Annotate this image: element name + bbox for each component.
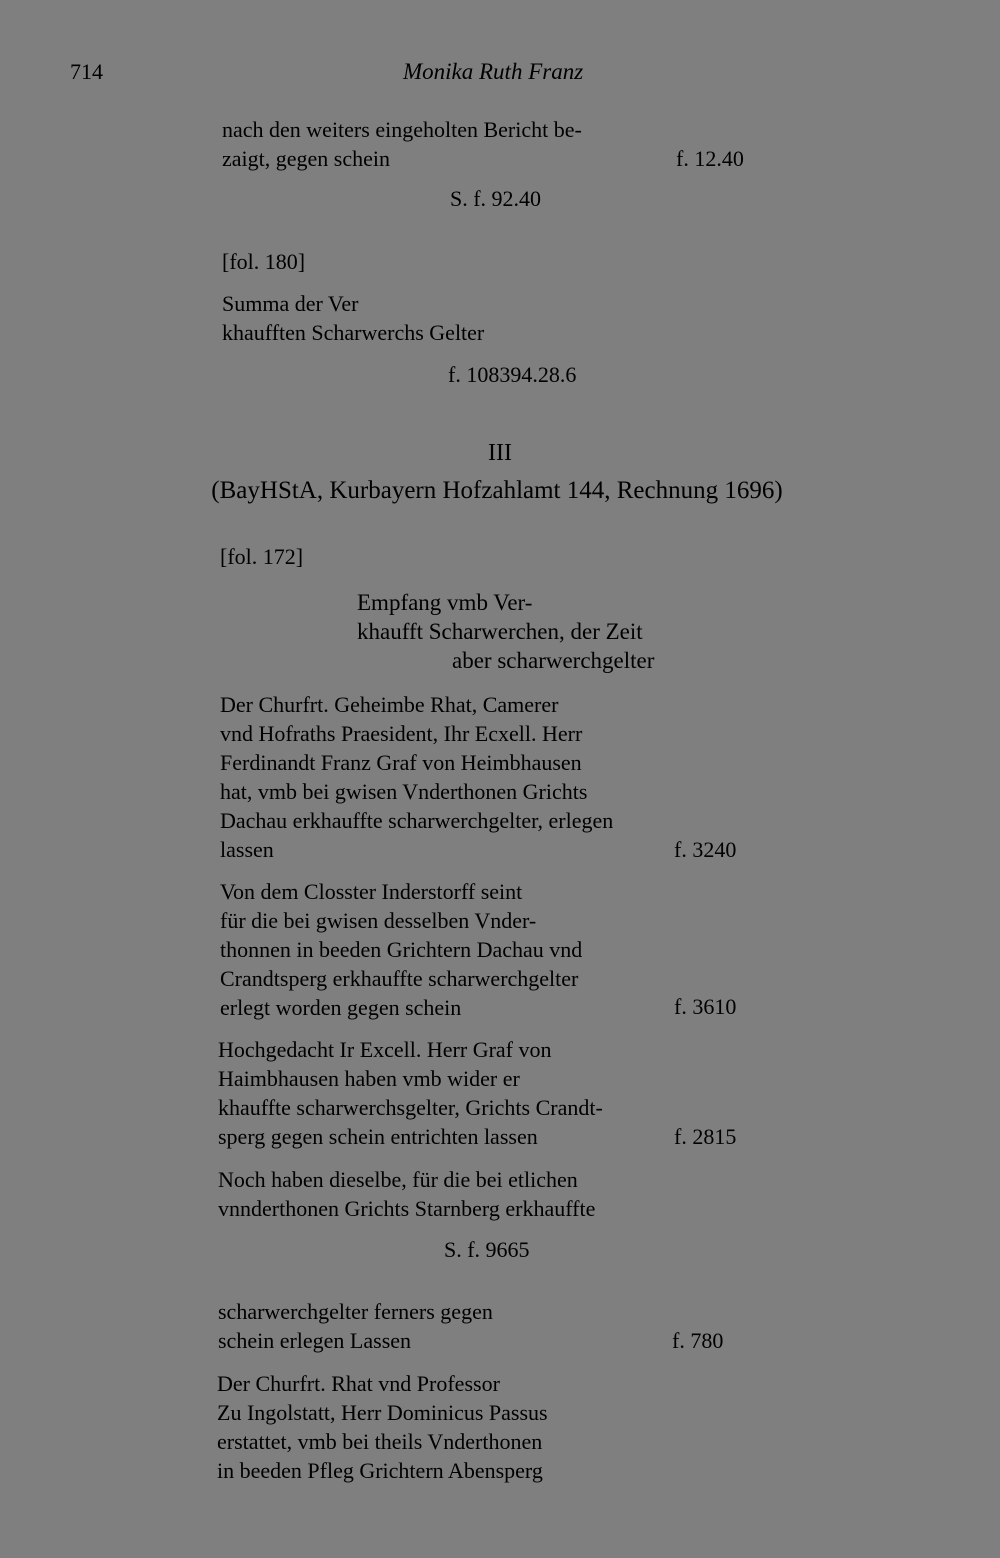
entry-line: Noch haben dieselbe, für die bei etlichen [218, 1167, 578, 1192]
ledger-entry [220, 877, 582, 1022]
summa-text [222, 289, 484, 347]
entry-line: Der Churfrt. Rhat vnd Professor [217, 1371, 500, 1396]
ledger-entry [218, 1297, 493, 1355]
entry-amount: f. 3240 [674, 837, 737, 862]
entry-amount: f. 780 [672, 1328, 724, 1353]
entry-line: Dachau erkhauffte scharwerchgelter, erlegen [220, 808, 614, 833]
ledger-entry [220, 690, 613, 864]
summa-line: Summa der Ver [222, 291, 359, 316]
entry-line: erlegt worden gegen schein [220, 995, 462, 1020]
folio-marker: [fol. 180] [222, 249, 306, 274]
entry-line: in beeden Pfleg Grichtern Abensperg [217, 1458, 543, 1483]
ledger-entry [217, 1369, 548, 1485]
entry-line: khauffte scharwerchsgelter, Grichts Crandt- [218, 1095, 603, 1120]
entry-line: lassen [220, 837, 274, 862]
page-number: 714 [70, 59, 103, 84]
entry-line: Ferdinandt Franz Graf von Heimbhausen [220, 750, 582, 775]
entry-amount: f. 12.40 [676, 146, 744, 171]
entry-line: vnd Hofraths Praesident, Ihr Ecxell. Herr [220, 721, 583, 746]
entry-line: hat, vmb bei gwisen Vnderthonen Grichts [220, 779, 588, 804]
section-source: (BayHStA, Kurbayern Hofzahlamt 144, Rechnung 1696) [211, 477, 783, 504]
heading-line: khaufft Scharwerchen, der Zeit [357, 619, 643, 644]
ledger-entry [218, 1165, 595, 1223]
running-head-author: Monika Ruth Franz [403, 59, 584, 84]
subtotal: S. f. 9665 [444, 1237, 530, 1262]
ledger-entry [218, 1035, 603, 1151]
entry-line: Haimbhausen haben vmb wider er [218, 1066, 520, 1091]
entry-line: zaigt, gegen schein [222, 146, 390, 171]
entry-line: Hochgedacht Ir Excell. Herr Graf von [218, 1037, 552, 1062]
summa-line: khaufften Scharwerchs Gelter [222, 320, 485, 345]
subtotal: S. f. 92.40 [450, 186, 542, 211]
entry-continuation [222, 115, 582, 173]
entry-line: nach den weiters eingeholten Bericht be- [222, 117, 582, 142]
entry-line: sperg gegen schein entrichten lassen [218, 1124, 538, 1149]
entry-line: scharwerchgelter ferners gegen [218, 1299, 493, 1324]
entry-line: Crandtsperg erkhauffte scharwerchgelter [220, 966, 579, 991]
entry-line: vnnderthonen Grichts Starnberg erkhauffte [218, 1196, 596, 1221]
folio-marker: [fol. 172] [220, 544, 304, 569]
entry-line: erstattet, vmb bei theils Vnderthonen [217, 1429, 543, 1454]
heading-line: Empfang vmb Ver- [357, 590, 533, 615]
entry-line: Zu Ingolstatt, Herr Dominicus Passus [217, 1400, 548, 1425]
entry-amount: f. 2815 [674, 1124, 737, 1149]
entry-line: für die bei gwisen desselben Vnder- [220, 908, 537, 933]
section-number: III [488, 440, 512, 466]
entry-line: Von dem Closster Inderstorff seint [220, 879, 523, 904]
entry-line: schein erlegen Lassen [218, 1328, 412, 1353]
heading-line: aber scharwerchgelter [452, 648, 655, 673]
entry-line: Der Churfrt. Geheimbe Rhat, Camerer [220, 692, 559, 717]
entry-line: thonnen in beeden Grichtern Dachau vnd [220, 937, 583, 962]
summa-amount: f. 108394.28.6 [448, 362, 577, 387]
entry-amount: f. 3610 [674, 994, 737, 1019]
